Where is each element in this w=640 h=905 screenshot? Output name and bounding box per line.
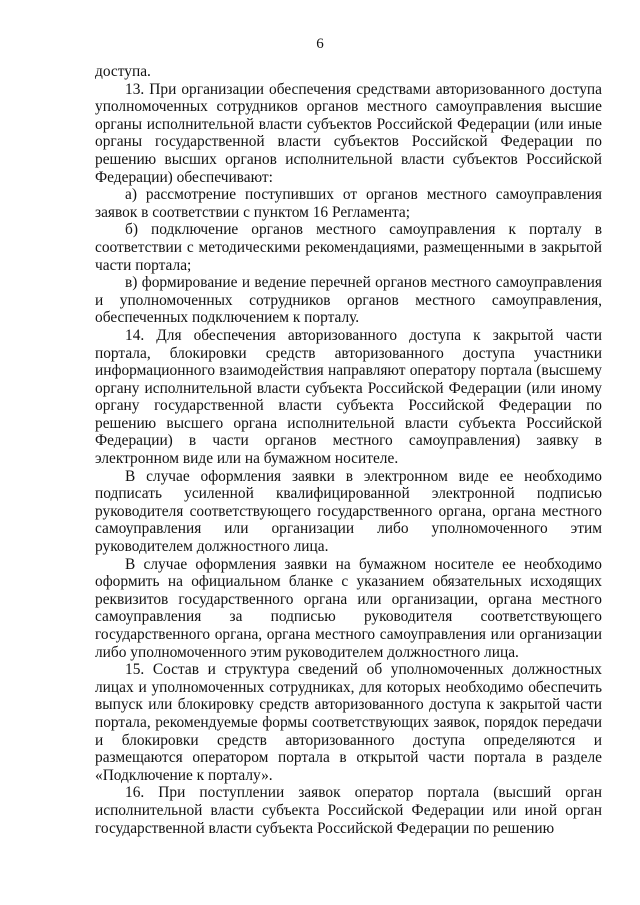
paragraph: 15. Состав и структура сведений об уполномоченных должностных лицах и уполномоченных сотрудниках, для которых необходимо обеспечить выпуск или блокировку средств авторизованного доступа к закрытой части портала, рекомендуемые формы соответствующих заявок, порядок передачи и блокировки средств авторизованного доступа определяются и размещаются оператором портала в открытой части портала в разделе «Подключение к порталу».: [95, 661, 602, 784]
document-body: [95, 63, 602, 837]
paragraph: б) подключение органов местного самоуправления к порталу в соответствии с методическими рекомендациями, размещенными в закрытой части портала;: [95, 221, 602, 274]
paragraph: а) рассмотрение поступивших от органов местного самоуправления заявок в соответствии с пунктом 16 Регламента;: [95, 186, 602, 221]
paragraph: В случае оформления заявки в электронном виде ее необходимо подписать усиленной квалифицированной электронной подписью руководителя соответствующего государственного органа, органа местного самоуправления или организации либо уполномоченного этим руководителем должностного лица.: [95, 467, 602, 556]
paragraph: В случае оформления заявки на бумажном носителе ее необходимо оформить на официальном бланке с указанием обязательных исходящих реквизитов государственного органа или организации, органа местного самоуправления за подписью руководителя соответствующего государственного органа, органа местного самоуправления или организации либо уполномоченного этим руководителем должностного лица.: [95, 555, 602, 661]
paragraph: 14. Для обеспечения авторизованного доступа к закрытой части портала, блокировки средств авторизованного доступа участники информационного взаимодействия направляют оператору портала (высшему органу исполнительной власти субъекта Российской Федерации (или иному органу государственной власти субъекта Российской Федерации по решению высшего органа исполнительной власти субъекта Российской Федерации) в части органов местного самоуправления) заявку в электронном виде или на бумажном носителе.: [95, 326, 602, 468]
paragraph: 13. При организации обеспечения средствами авторизованного доступа уполномоченных сотрудников органов местного самоуправления высшие органы исполнительной власти субъектов Российской Федерации (или иные органы государственной власти субъектов Российской Федерации по решению высших органов исполнительной власти субъектов Российской Федерации) обеспечивают:: [95, 80, 602, 186]
paragraph: доступа.: [95, 63, 151, 80]
page-number: 6: [316, 36, 324, 52]
paragraph: в) формирование и ведение перечней органов местного самоуправления и уполномоченных сотрудников органов местного самоуправления, обеспеченных подключением к порталу.: [95, 274, 602, 327]
paragraph: 16. При поступлении заявок оператор портала (высший орган исполнительной власти субъекта Российской Федерации или иной орган государственной власти субъекта Российской Федерации по решению: [95, 784, 602, 837]
